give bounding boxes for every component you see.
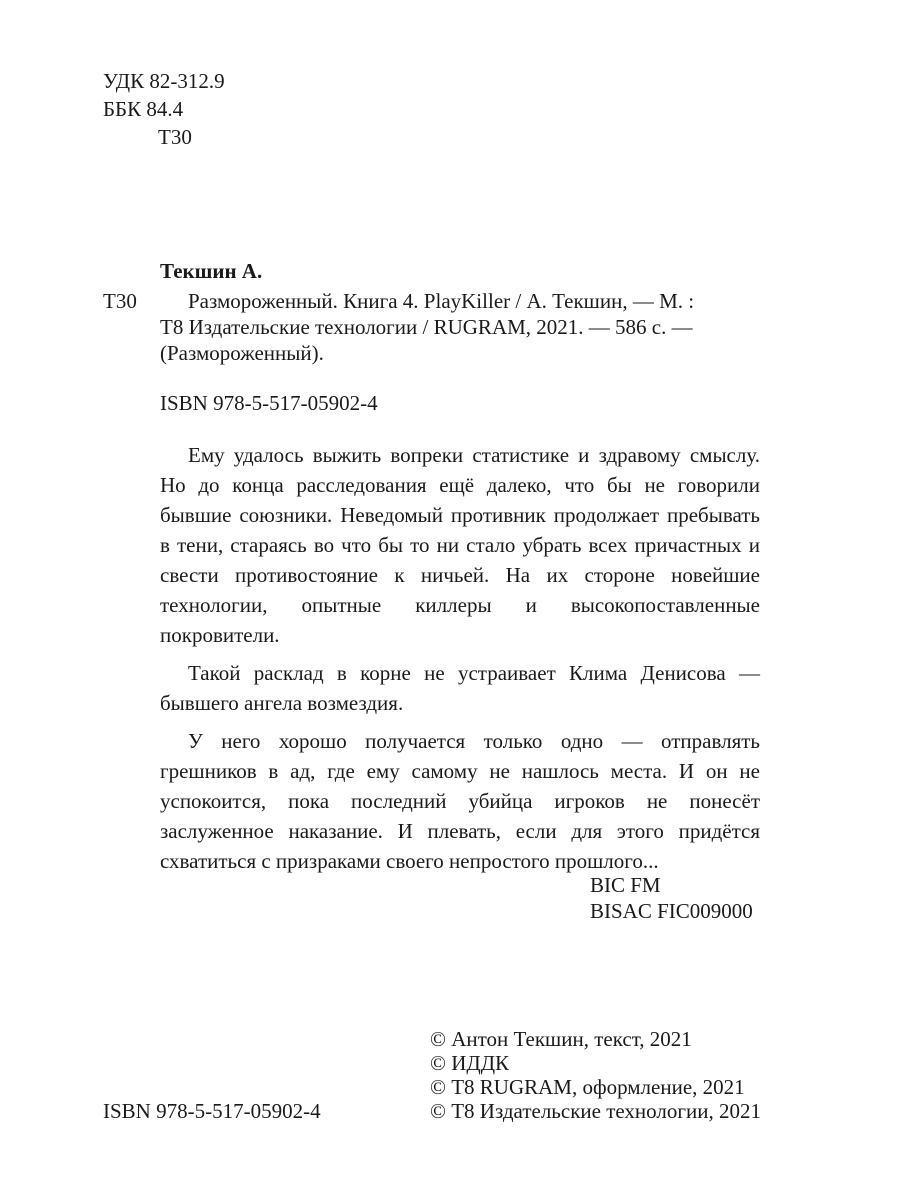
annotation-paragraph-1: Ему удалось выжить вопреки статистике и здравому смыслу. Но до конца расследования ещё далеко, что бы не говорили бывшие союзники. Неведомый противник продолжает пребывать в тени, стараясь во что бы то ни стало убрать всех причастных и свести противостояние к ничьей. На их стороне новейшие технологии, опытные киллеры и высокопоставленные покровители. xyxy=(160,443,760,647)
bbk-code: ББК 84.4 xyxy=(103,97,184,121)
copyright-line-2: © ИДДК xyxy=(430,1051,510,1075)
udk-code: УДК 82-312.9 xyxy=(103,69,225,93)
bic-code: BIC FM xyxy=(590,873,661,897)
annotation xyxy=(160,440,760,876)
bisac-code: BISAC FIC009000 xyxy=(590,899,753,923)
annotation-paragraph-2: Такой расклад в корне не устраивает Клима Денисова — бывшего ангела возмездия. xyxy=(160,661,760,715)
copyright-line-3: © Т8 RUGRAM, оформление, 2021 xyxy=(430,1075,745,1099)
catalog-line-1: Размороженный. Книга 4. PlayKiller / А. Текшин, — М. : xyxy=(188,289,695,313)
author-sign-top: Т30 xyxy=(158,125,192,149)
copyright-line-4: © Т8 Издательские технологии, 2021 xyxy=(430,1099,761,1123)
catalog-line-3: (Размороженный). xyxy=(160,341,324,365)
footer-isbn: ISBN 978-5-517-05902-4 xyxy=(103,1099,321,1123)
copyright-line-1: © Антон Текшин, текст, 2021 xyxy=(430,1027,692,1051)
catalog-line-2: Т8 Издательские технологии / RUGRAM, 2021. — 586 с. — xyxy=(160,315,693,339)
catalog-isbn: ISBN 978-5-517-05902-4 xyxy=(160,391,378,415)
annotation-paragraph-3: У него хорошо получается только одно — отправлять грешников в ад, где ему самому не нашлось места. И он не успокоится, пока последний убийца игроков не понесёт заслуженное наказание. И плевать, если для этого придётся схватиться с призраками своего непростого прошлого... xyxy=(160,729,760,873)
catalog-author-sign: Т30 xyxy=(103,289,137,313)
catalog-author: Текшин А. xyxy=(160,259,263,283)
